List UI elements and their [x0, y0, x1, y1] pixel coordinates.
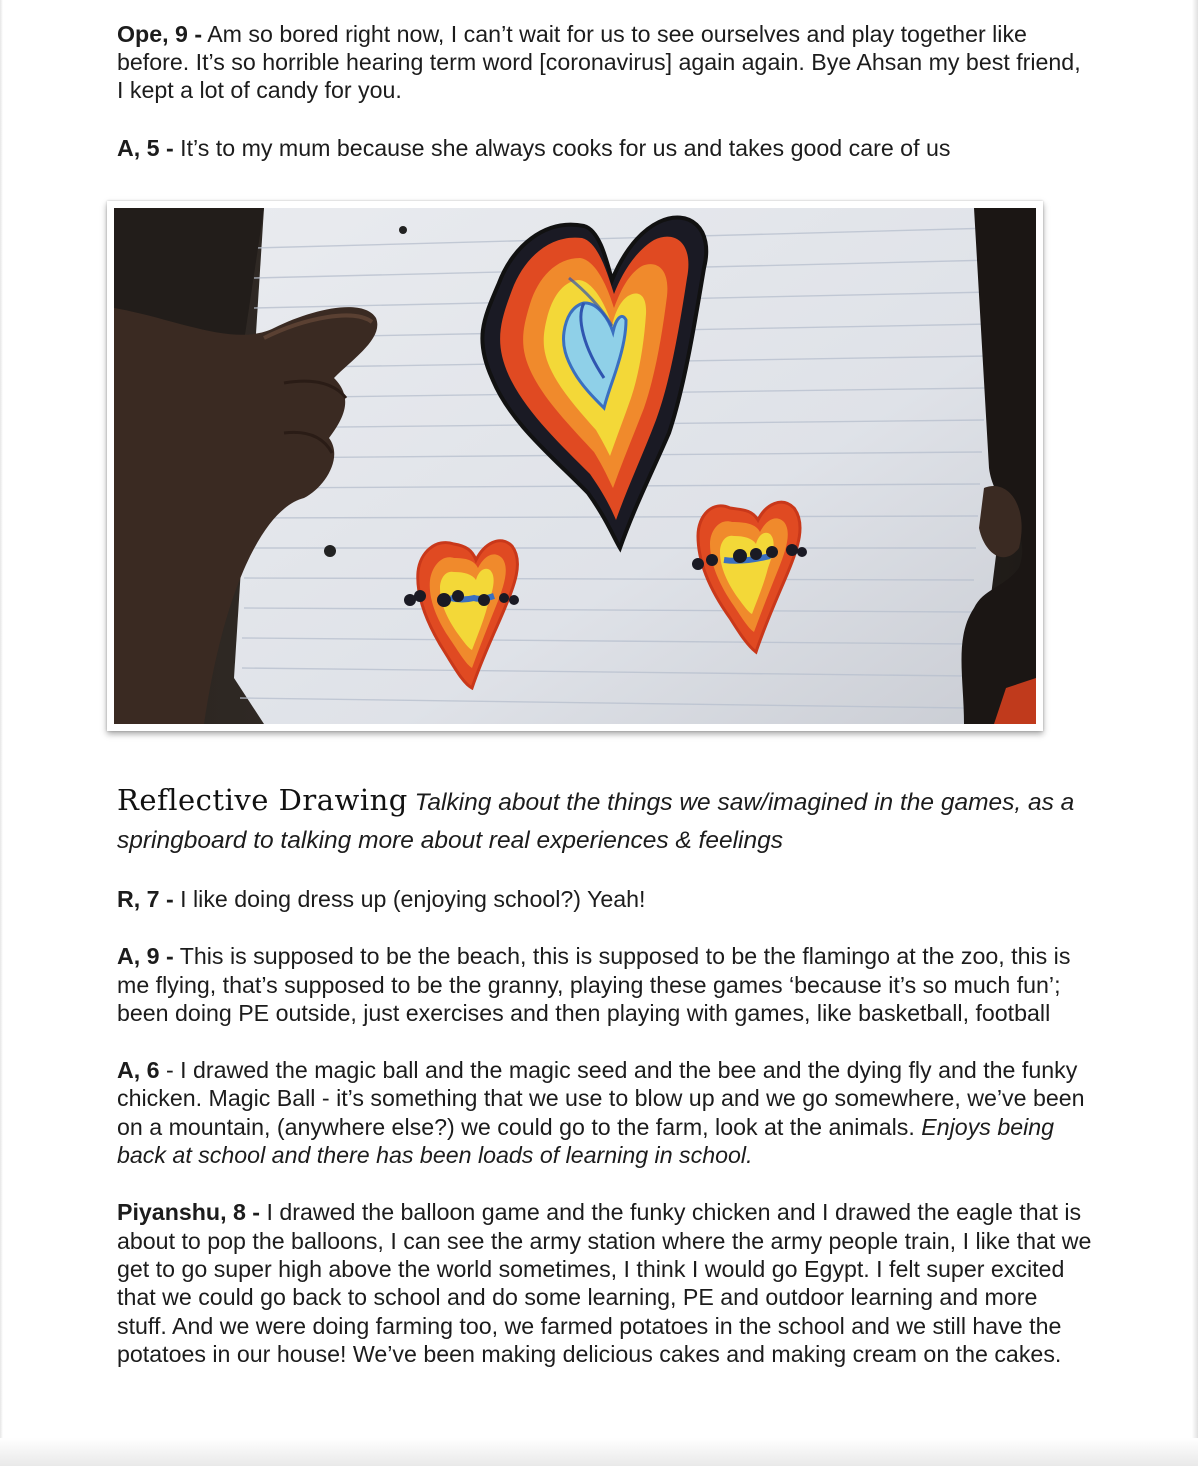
- top-quotes: [117, 20, 1087, 162]
- entry-speaker: Piyanshu, 8 -: [117, 1199, 261, 1226]
- photo-container: [107, 201, 1045, 739]
- entry-a9: [117, 942, 1092, 1027]
- entry-text: I drawed the balloon game and the funky chicken and I drawed the eagle that is about to pop the balloons, I can see the army station where the army people train, I like that we get to go super high above the world sometimes, I think I would go Egypt. I felt super excited that we could go back to school and do some learning, PE and outdoor learning and more stuff. And we were doing farming too, we farmed potatoes in the school and we still have the potatoes in our house! We’ve been making delicious cakes and making cream on the cakes.: [117, 1199, 1092, 1367]
- entry-piyanshu: [117, 1198, 1092, 1368]
- reflective-entries: [117, 885, 1092, 1368]
- quote-speaker: Ope, 9 -: [117, 21, 203, 47]
- section-title: Reflective Drawing: [117, 783, 408, 817]
- entry-text: - I drawed the magic ball and the magic seed and the bee and the dying fly and the funky chicken. Magic Ball - it’s something that we use to blow up and we go somewhere, we’ve been on a mountain, (anywhere else?) we could go to the farm, look at the animals.: [117, 1057, 1085, 1140]
- entry-text: This is supposed to be the beach, this is supposed to be the flamingo at the zoo, this is me flying, that’s supposed to be the granny, playing these games ‘because it’s so much fun’; been doing PE outside, just exercises and then playing with games, like basketball, football: [117, 943, 1071, 1026]
- quote-ope: [117, 20, 1087, 105]
- quote-text: Am so bored right now, I can’t wait for us to see ourselves and play together like before. It’s so horrible hearing term word [coronavirus] again again. Bye Ahsan my best friend, I kept a lot of candy for you.: [117, 21, 1081, 104]
- heart-drawing-illustration: [114, 208, 1036, 724]
- entry-note: Enjoys being back at school and there has been loads of learning in school.: [117, 1113, 1055, 1169]
- quote-text: It’s to my mum because she always cooks for us and takes good care of us: [173, 134, 951, 161]
- entry-a6: [117, 1056, 1092, 1169]
- page-edge-left: [0, 0, 3, 1466]
- section-subtitle: Talking about the things we saw/imagined in the games, as a springboard to talking more about real experiences & feelings: [117, 789, 1075, 854]
- heart-drawing-photo: [107, 201, 1043, 731]
- entry-speaker: A, 6: [117, 1057, 160, 1084]
- quote-speaker: A, 5 -: [117, 134, 174, 161]
- page-edge-bottom: [0, 1438, 1198, 1466]
- page-edge-right: [1192, 0, 1198, 1466]
- entry-r7: [117, 885, 1092, 913]
- entry-speaker: A, 9 -: [117, 943, 174, 970]
- quote-a5: [117, 134, 1087, 162]
- section-heading: [117, 781, 1077, 860]
- entry-speaker: R, 7 -: [117, 886, 174, 912]
- entry-text: I like doing dress up (enjoying school?) Yeah!: [173, 886, 646, 912]
